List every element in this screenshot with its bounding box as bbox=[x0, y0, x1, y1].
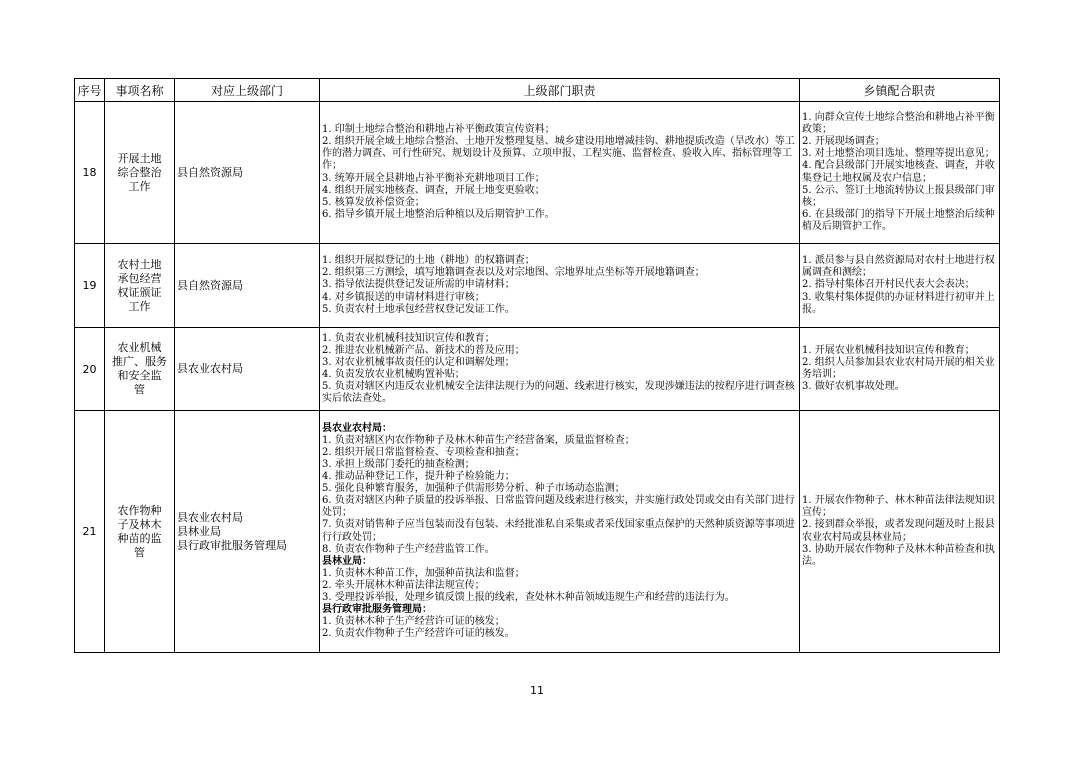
duty-item: 1. 印制土地综合整治和耕地占补平衡政策宣传资料； bbox=[322, 124, 555, 136]
town-duty-item: 1. 开展农业机械科技知识宣传和教育； bbox=[802, 344, 975, 356]
duty-item: 4. 负责发放农业机械购置补贴； bbox=[322, 369, 465, 380]
duty-item: 2. 推进农业机械新产品、新技术的普及应用； bbox=[322, 344, 525, 356]
department-duties bbox=[320, 244, 800, 328]
town-duty-item: 5. 公示、签订土地流转协议上报县级部门审核； bbox=[802, 184, 995, 208]
item-name-line: 种苗的监 bbox=[117, 531, 162, 545]
town-duties bbox=[800, 328, 1000, 411]
department-name: 县农业农村局 bbox=[177, 362, 243, 375]
duty-item: 2. 组织开展日常监督检查、专项检查和抽查； bbox=[322, 446, 525, 458]
item-name-line: 承包经营 bbox=[117, 271, 162, 285]
item-name-line: 管 bbox=[134, 545, 145, 559]
department-name: 县行政审批服务管理局 bbox=[177, 538, 287, 552]
row-number: 19 bbox=[75, 244, 105, 328]
duty-item: 2. 牵头开展林木种苗法律法规宣传； bbox=[322, 579, 485, 591]
duty-item: 4. 推动品种登记工作，提升种子检验能力； bbox=[322, 471, 515, 483]
table-row bbox=[75, 244, 1000, 328]
table-row bbox=[75, 411, 1000, 653]
item-name bbox=[105, 328, 175, 411]
header-town-duties: 乡镇配合职责 bbox=[800, 79, 1000, 102]
town-duty-item: 2. 开展现场调查； bbox=[802, 136, 885, 148]
department-name: 县林业局 bbox=[177, 524, 221, 538]
department bbox=[175, 328, 320, 411]
department bbox=[175, 244, 320, 328]
duty-item: 1. 负责林木种苗工作，加强种苗执法和监督； bbox=[322, 567, 525, 579]
department bbox=[175, 411, 320, 653]
duty-item: 7. 负责对销售种子应当包装而没有包装、未经批准私自采集或者采伐国家重点保护的天然种质资源等事项进行行政处罚； bbox=[322, 519, 795, 543]
town-duties bbox=[800, 411, 1000, 653]
item-name bbox=[105, 102, 175, 244]
duty-table bbox=[74, 78, 1000, 653]
town-duty-item: 4. 配合县级部门开展实地核查、调查，并收集登记土地权属及农户信息； bbox=[802, 160, 995, 184]
item-name-line: 综合整治 bbox=[117, 165, 162, 179]
item-name-line: 推广、服务 bbox=[112, 355, 167, 368]
duty-item: 3. 指导依法提供登记发证所需的申请材料； bbox=[322, 279, 515, 291]
table-row bbox=[75, 328, 1000, 411]
duty-item: 1. 负责对辖区内农作物种子及林木种苗生产经营备案，质量监督检查； bbox=[322, 434, 635, 446]
item-name-line: 开展土地 bbox=[117, 151, 162, 165]
department bbox=[175, 102, 320, 244]
department-name: 县农业农村局 bbox=[177, 510, 243, 524]
department-duties bbox=[320, 328, 800, 411]
item-name bbox=[105, 411, 175, 653]
item-name-line: 子及林木 bbox=[117, 517, 162, 531]
duty-item: 5. 负责农村土地承包经营权登记发证工作。 bbox=[322, 303, 515, 315]
duty-item: 2. 组织第三方测绘，填写地籍调查表以及对宗地图、宗地界址点坐标等开展地籍调查； bbox=[322, 267, 705, 279]
department-duties bbox=[320, 102, 800, 244]
duty-item: 2. 负责农作物种子生产经营许可证的核发。 bbox=[322, 628, 515, 640]
town-duties bbox=[800, 244, 1000, 328]
town-duty-item: 3. 做好农机事故处理。 bbox=[802, 381, 905, 393]
duty-item: 3. 统筹开展全县耕地占补平衡补充耕地项目工作； bbox=[322, 172, 545, 184]
item-name-line: 和安全监 bbox=[117, 369, 162, 382]
department-name: 县自然资源局 bbox=[177, 278, 243, 292]
town-duty-item: 2. 指导村集体召开村民代表大会表决； bbox=[802, 279, 975, 291]
item-name-line: 农业机械 bbox=[117, 341, 162, 354]
duty-item: 3. 受理投诉举报，处理乡镇反馈上报的线索，查处林木种苗领域违规生产和经营的违法行为。 bbox=[322, 591, 735, 603]
department-duties bbox=[320, 411, 800, 653]
duty-section-title: 县行政审批服务管理局： bbox=[322, 604, 432, 616]
town-duty-item: 3. 收集村集体提供的办证材料进行初审并上报。 bbox=[802, 291, 995, 315]
town-duty-item: 1. 派员参与县自然资源局对农村土地进行权属调查和测绘； bbox=[802, 255, 995, 279]
department-name: 县自然资源局 bbox=[177, 165, 243, 179]
header-index: 序号 bbox=[75, 79, 105, 102]
item-name bbox=[105, 244, 175, 328]
header-department: 对应上级部门 bbox=[175, 79, 320, 102]
duty-item: 6. 负责对辖区内种子质量的投诉举报、日常监管问题及线索进行核实，并实施行政处罚或交由有关部门进行处罚； bbox=[322, 495, 795, 519]
header-item-name: 事项名称 bbox=[105, 79, 175, 102]
item-name-line: 农村土地 bbox=[117, 257, 162, 271]
duty-item: 4. 对乡镇报送的申请材料进行审核； bbox=[322, 291, 485, 303]
row-number: 18 bbox=[75, 102, 105, 244]
duty-item: 1. 组织开展拟登记的土地（耕地）的权籍调查； bbox=[322, 255, 535, 267]
duty-item: 4. 组织开展实地核查、调查，开展土地变更验收； bbox=[322, 184, 545, 196]
duty-item: 5. 强化良种繁育服务，加强种子供需形势分析、种子市场动态监测； bbox=[322, 483, 625, 495]
duty-item: 3. 承担上级部门委托的抽查检测； bbox=[322, 458, 475, 470]
table-row bbox=[75, 102, 1000, 244]
town-duty-item: 1. 向群众宣传土地综合整治和耕地占补平衡政策； bbox=[802, 112, 995, 136]
town-duty-item: 6. 在县级部门的指导下开展土地整治后续种植及后期管护工作。 bbox=[802, 208, 995, 232]
duty-item: 8. 负责农作物种子生产经营监管工作。 bbox=[322, 543, 495, 555]
item-name-line: 工作 bbox=[128, 179, 151, 193]
town-duty-item: 2. 接到群众举报，或者发现问题及时上报县农业农村局或县林业局； bbox=[802, 519, 995, 543]
town-duty-item: 2. 组织人员参加县农业农村局开展的相关业务培训； bbox=[802, 356, 995, 380]
duty-item: 2. 组织开展全域土地综合整治、土地开发整理复垦、城乡建设用地增减挂钩、耕地提质改造（旱改水）等工作的潜力调查、可行性研究、规划设计及预算、立项申报、工程实施、监督检查、验收入库、指标管理等工作； bbox=[322, 136, 795, 172]
header-department-duties: 上级部门职责 bbox=[320, 79, 800, 102]
town-duties bbox=[800, 102, 1000, 244]
town-duty-item: 3. 对土地整治项目选址、整理等提出意见； bbox=[802, 148, 995, 160]
town-duty-item: 3. 协助开展农作物种子及林木种苗检查和执法。 bbox=[802, 543, 995, 567]
duty-item: 6. 指导乡镇开展土地整治后种植以及后期管护工作。 bbox=[322, 208, 555, 220]
duty-item: 1. 负责林木种子生产经营许可证的核发； bbox=[322, 616, 505, 628]
item-name-line: 管 bbox=[134, 383, 145, 396]
town-duty-item: 1. 开展农作物种子、林木种苗法律法规知识宣传； bbox=[802, 495, 995, 519]
table-header-row bbox=[75, 79, 1000, 102]
duty-item: 5. 负责对辖区内违反农业机械安全法律法规行为的问题、线索进行核实，发现涉嫌违法的按程序进行调查核实后依法查处。 bbox=[322, 381, 795, 405]
row-number: 21 bbox=[75, 411, 105, 653]
page-number: 11 bbox=[530, 684, 544, 697]
duty-section-title: 县林业局： bbox=[322, 555, 372, 567]
item-name-line: 农作物种 bbox=[117, 503, 162, 517]
duty-item: 5. 核算发放补偿资金； bbox=[322, 196, 425, 208]
duty-item: 3. 对农业机械事故责任的认定和调解处理； bbox=[322, 356, 515, 368]
item-name-line: 工作 bbox=[128, 299, 151, 313]
duty-item: 1. 负责农业机械科技知识宣传和教育； bbox=[322, 332, 495, 344]
item-name-line: 权证颁证 bbox=[117, 285, 162, 299]
duty-section-title: 县农业农村局： bbox=[322, 422, 392, 434]
row-number: 20 bbox=[75, 328, 105, 411]
